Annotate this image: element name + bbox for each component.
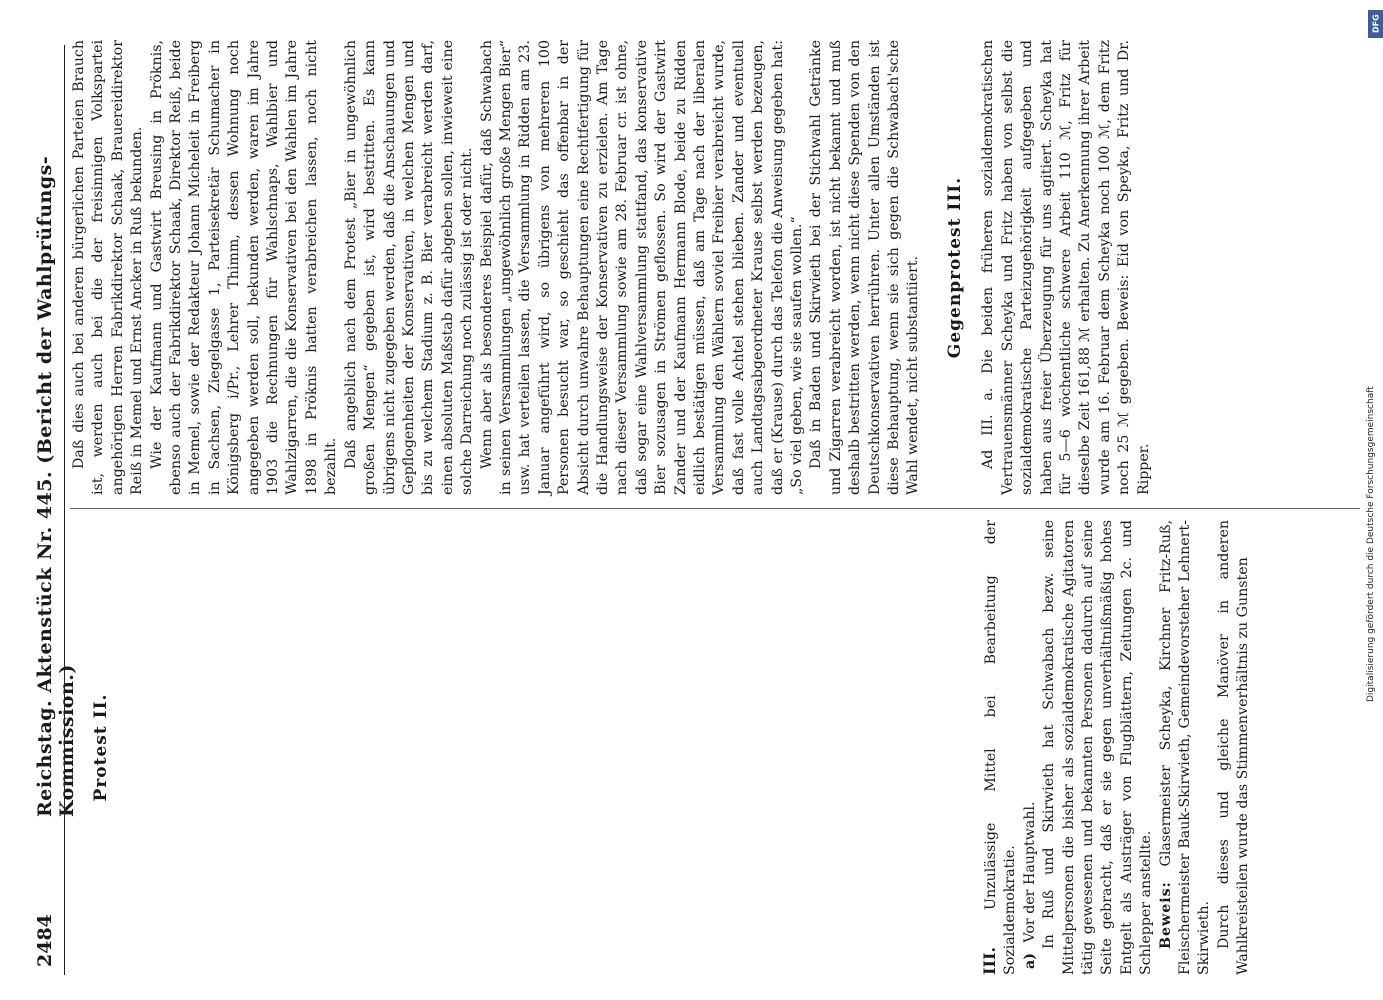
running-title: Reichstag. Aktenstück Nr. 445. (Bericht der Wahlprüfungs-Kommission.) [34, 155, 78, 817]
right-column [70, 40, 1154, 495]
beweis-block [1157, 520, 1215, 975]
dfg-logo: DFG [1368, 10, 1383, 38]
sub-label: a) [1021, 953, 1038, 969]
sub-title: Vor der Hauptwahl. [1021, 801, 1038, 943]
document-page [30, 25, 1360, 985]
digitization-note: Digitalisierung gefördert durch die Deutsche Forschungsgemeinschaft [1366, 386, 1376, 702]
section-heading [980, 520, 1021, 975]
page-number: 2484 [34, 914, 56, 967]
beweis-text: Glasermeister Scheyka, Kirchner Fritz-Ruß, Fleischermeister Bauk-Skirwieth, Gemeindevorsteher Lehnert-Skirwieth. [1157, 520, 1213, 975]
right-paragraph-3: Daß angeblich nach dem Protest „Bier in ungewöhnlich großen Mengen“ gegeben ist, wird bestritten. Es kann übrigens nicht zugegeben werden, daß die Anschauungen und Gepflogenheiten der Konservativen, in welchen Mengen und bis zu welchem Stadium z. B. Bier verabreicht werden darf, einen absoluten Maßstab dafür abgeben sollen, inwieweit eine solche Darreichung noch zulässig ist oder nicht. [342, 40, 476, 495]
header-rule [64, 45, 65, 975]
sub-heading [1021, 520, 1040, 969]
left-paragraph-1: In Ruß und Skirwieth hat Schwabach bezw. seine Mittelpersonen die bisher als sozialdemokratische Agitatoren tätig gewesenen und bekannten Personen dadurch auf seine Seite gebracht, daß er sie gegen unverhältnißmäßig hohes Entgelt als Austräger von Flugblättern, Zeitungen 2c. und Schlepper anstellte. [1041, 520, 1155, 975]
right-paragraph-2: Wie der Kaufmann und Gastwirt Breusing in Pröknis, ebenso auch der Fabrikdirektor Schaak, Direktor Reiß, beide in Memel, sowie der Redakteur Johann Micheleit in Freiberg in Sachsen, Ziegelgasse 1, Parteisekretär Schumacher in Königsberg i/Pr., Lehrer Thimm, dessen Wohnung noch angegeben werden soll, bekunden werden, waren im Jahre 1903 die Rechnungen für Wahlschnaps, Wahlbier und Wahlzigarren, die die Konservativen bei den Wahlen im Jahre 1898 in Pröknis hatten verabreichen lassen, noch nicht bezahlt. [148, 40, 340, 495]
page-header [30, 47, 78, 967]
column-divider [70, 508, 1360, 509]
right-paragraph-4: Wenn aber als besonderes Beispiel dafür, daß Schwabach in seinen Versammlungen „ungewöhnlich große Mengen Bier“ usw. hat verteilen lassen, die Versammlung in Ridden am 23. Januar angeführt wird, so übrigens von mehreren 100 Personen besucht war, so geschieht das offenbar in der Absicht durch unwahre Behauptungen eine Rechtfertigung für die Handlungsweise der Konservativen zu erzielen. Am Tage nach dieser Versammlung sowie am 28. Februar cr. ist ohne, daß sogar eine Wahlversammlung stattfand, das konservative Bier sozusagen in Strömen geflossen. So wird der Gastwirt Zander und der Kaufmann Hermann Blode, beide zu Ridden eidlich bestätigen müssen, daß am Tage nach der liberalen Versammlung den Wählern soviel Freibier verabreicht wurde, daß fast volle Achtel stehen blieben. Zander und eventuell auch Landtagsabgeordneter Krause selbst werden bezeugen, daß er (Krause) durch das Telefon die Anweisung gegeben hat: „So viel geben, wie sie saufen wollen.“ [478, 40, 806, 495]
right-paragraph-5: Daß in Baden und Skirwieth bei der Stichwahl Getränke und Zigarren verabreicht worden, ist nicht bekannt und muß deshalb bestritten werden, wenn nicht diese Spenden von den Deutschkonservativen herrühren. Unter allen Umständen ist diese Behauptung, wenn sie sich gegen die Schwabach'sche Wahl wendet, nicht substantiiert. [808, 40, 922, 495]
section-number: III. [980, 946, 999, 975]
left-paragraph-2: Durch dieses und gleiche Manöver in anderen Wahlkreisteilen wurde das Stimmenverhältnis zu Gunsten [1215, 520, 1252, 975]
left-column-title: Protest II. [91, 693, 111, 802]
beweis-label: Beweis: [1157, 881, 1174, 949]
left-column-body [980, 520, 1254, 975]
section-title: Unzulässige Mittel bei Bearbeitung der Sozialdemokratie. [983, 520, 1019, 975]
right-column-title: Gegenprotest III. [944, 176, 965, 359]
left-column [70, 520, 1360, 975]
right-paragraph-1: Daß dies auch bei anderen bürgerlichen Parteien Brauch ist, werden auch bei die der freisinnigen Volkspartei angehörigen Herren Fabrikdirektor Schaak, Brauereidirektor Reiß in Memel und Ernst Ancker in Ruß bekunden. [71, 40, 146, 495]
ad-paragraph: Ad III. a. Die beiden früheren sozialdemokratischen Vertrauensmänner Scheyka und Fritz haben von selbst die sozialdemokratische Parteizugehörigkeit aufgegeben und haben aus freier Überzeugung für uns agitiert. Scheyka hat für 5—6 wöchentliche schwere Arbeit 110 ℳ, Fritz für dieselbe Zeit 161,88 ℳ erhalten. Zu Anerkennung ihrer Arbeit wurde am 16. Februar dem Scheyka noch 100 ℳ, dem Fritz noch 25 ℳ gegeben. Beweis: Eid von Speyka, Fritz und Dr. Ripper. [980, 40, 1152, 495]
